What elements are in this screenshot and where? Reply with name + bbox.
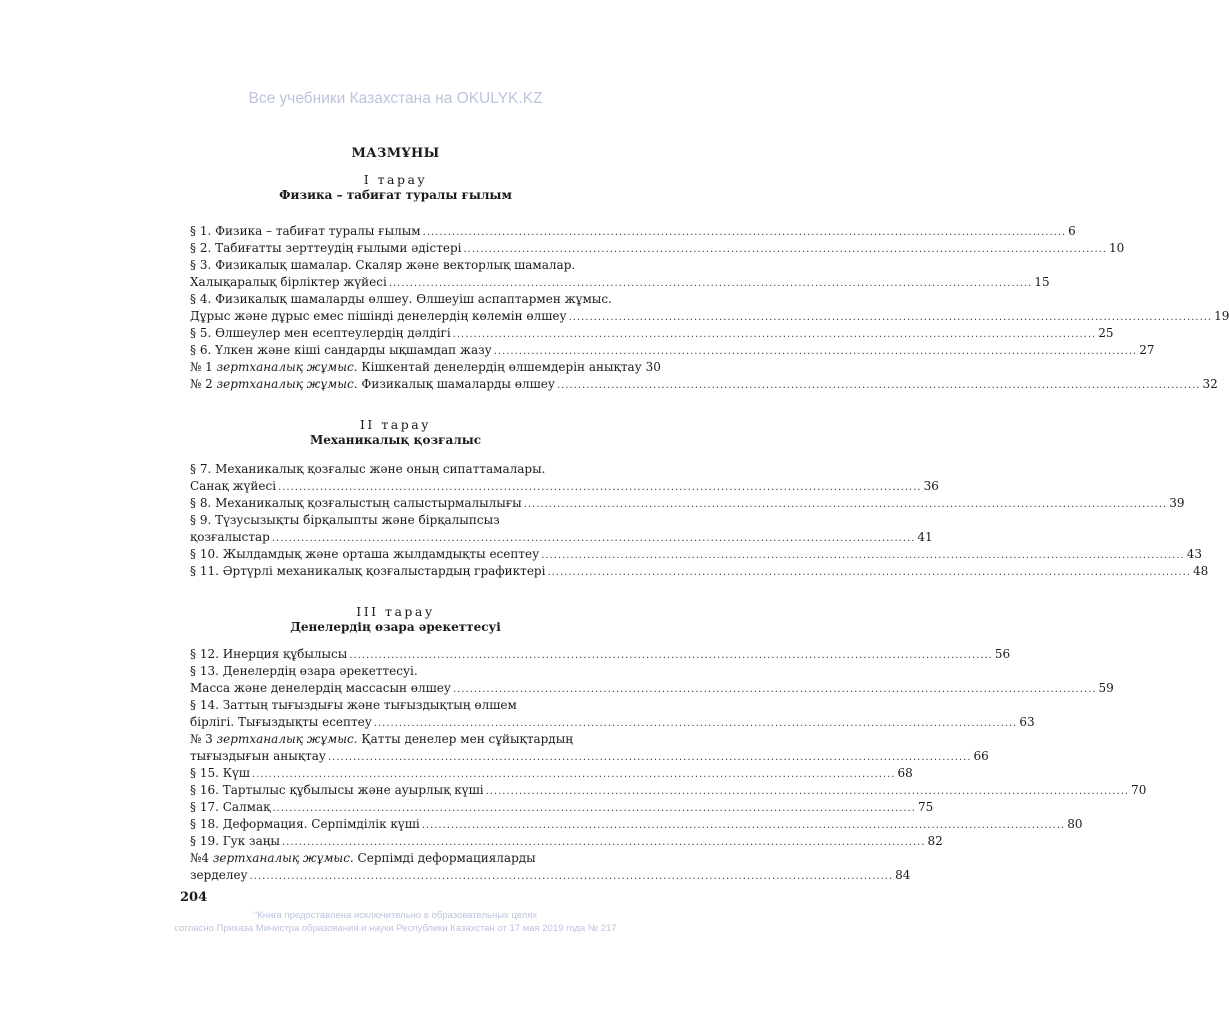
dot-leader: .......................................................................................................................................................... [373, 718, 1018, 729]
dot-leader: .......................................................................................................................................................... [281, 837, 926, 848]
toc-entry: § 2. Табиғатты зерттеудің ғылыми әдістері .......................................................................................................................................................... 10 [190, 240, 653, 257]
page-title: МАЗМҰНЫ [351, 146, 440, 161]
dot-leader: .......................................................................................................................................................... [278, 482, 922, 493]
toc-entry: § 14. Заттың тығыздығы және тығыздықтың өлшем [190, 698, 517, 712]
dot-leader: .......................................................................................................................................................... [568, 312, 1213, 323]
toc-page-number: 41 [917, 530, 933, 544]
dot-leader: .......................................................................................................................................................... [388, 278, 1033, 289]
toc-entry: § 4. Физикалық шамаларды өлшеу. Өлшеуіш аспаптармен жұмыс. [190, 292, 612, 306]
toc-page-number: 84 [895, 868, 911, 882]
dot-leader: .......................................................................................................................................................... [541, 550, 1185, 561]
toc-entry: § 10. Жылдамдық және орташа жылдамдықты есептеу .......................................................................................................................................................... 43 [190, 546, 653, 563]
toc-entry: зерделеу .......................................................................................................................................................... 84 [190, 867, 653, 884]
toc-entry: § 6. Үлкен және кіші сандарды ықшамдап жазу .......................................................................................................................................................... 27 [190, 342, 653, 359]
footer-note-line-2: согласно Приказа Министра образования и науки Республики Казахстан от 17 мая 2019 года № 217 [174, 923, 617, 934]
section-2-label: ІІ тарау [359, 417, 432, 432]
toc-entry: § 15. Күш .......................................................................................................................................................... 68 [190, 765, 653, 782]
dot-leader: .......................................................................................................................................................... [349, 650, 993, 661]
dot-leader: .......................................................................................................................................................... [452, 329, 1097, 340]
toc-entry: бірлігі. Тығыздықты есептеу .......................................................................................................................................................... 63 [190, 714, 653, 731]
toc-page-number: 25 [1098, 326, 1114, 340]
section-1-title: Физика – табиғат туралы ғылым [279, 188, 512, 202]
dot-leader: .......................................................................................................................................................... [523, 499, 1168, 510]
dot-leader: .......................................................................................................................................................... [463, 244, 1108, 255]
toc-entry: § 5. Өлшеулер мен есептеулердің дәлдігі .......................................................................................................................................................... 25 [190, 325, 653, 342]
toc-page-number: 6 [1068, 224, 1076, 238]
section-1-label: І тарау [363, 172, 428, 187]
page-number: 204 [180, 890, 208, 905]
dot-leader: .......................................................................................................................................................... [251, 769, 896, 780]
toc-entry: № 3 зертханалық жұмыс. Қатты денелер мен сұйықтардың [190, 732, 573, 746]
toc-entry: №4 зертханалық жұмыс. Серпімді деформацияларды [190, 851, 536, 865]
toc-entry: § 8. Механикалық қозғалыстың салыстырмалылығы .......................................................................................................................................................... 39 [190, 495, 653, 512]
dot-leader: .......................................................................................................................................................... [327, 752, 972, 763]
toc-entry: § 12. Инерция құбылысы .......................................................................................................................................................... 56 [190, 646, 653, 663]
toc-page-number: 66 [973, 749, 989, 763]
toc-page-number: 32 [1202, 377, 1218, 391]
watermark-banner[interactable]: Все учебники Казахстана на OKULYK.KZ [248, 90, 543, 107]
toc-entry: Санақ жүйесі .......................................................................................................................................................... 36 [190, 478, 653, 495]
dot-leader: .......................................................................................................................................................... [271, 533, 916, 544]
toc-entry: § 1. Физика – табиғат туралы ғылым .......................................................................................................................................................... 6 [190, 223, 653, 240]
toc-page-number: 56 [994, 647, 1011, 661]
toc-entry: § 16. Тартылыс құбылысы және ауырлық күші .......................................................................................................................................................... 70 [190, 782, 653, 799]
toc-page-number: 59 [1098, 681, 1114, 695]
dot-leader: .......................................................................................................................................................... [249, 871, 894, 882]
toc-page-number: 30 [645, 360, 661, 374]
dot-leader: .......................................................................................................................................................... [452, 684, 1097, 695]
toc-page-number: 80 [1067, 817, 1083, 831]
toc-entry: тығыздығын анықтау .......................................................................................................................................................... 66 [190, 748, 653, 765]
dot-leader: .......................................................................................................................................................... [547, 567, 1191, 578]
toc-page-number: 70 [1131, 783, 1147, 797]
toc-page-number: 68 [897, 766, 913, 780]
toc-page-number: 39 [1169, 496, 1185, 510]
toc-entry: Масса және денелердің массасын өлшеу .......................................................................................................................................................... 59 [190, 680, 653, 697]
toc-entry: № 1 зертханалық жұмыс. Кішкентай денелердің өлшемдерін анықтау 30 [190, 360, 661, 374]
toc-entry: § 11. Әртүрлі механикалық қозғалыстардың графиктері .......................................................................................................................................................... 48 [190, 563, 653, 580]
toc-page-number: 75 [917, 800, 934, 814]
footer-note-line-1: "Книга предоставлена исключительно в образовательных целях [253, 910, 538, 921]
toc-entry: § 17. Салмақ .......................................................................................................................................................... 75 [190, 799, 653, 816]
toc-entry: § 9. Түзусызықты бірқалыпты және бірқалыпсыз [190, 513, 500, 527]
dot-leader: .......................................................................................................................................................... [485, 786, 1130, 797]
toc-page-number: 82 [927, 834, 943, 848]
toc-page-number: 48 [1192, 564, 1209, 578]
toc-page-number: 15 [1034, 275, 1050, 289]
toc-entry: § 13. Денелердің өзара әрекеттесуі. [190, 664, 418, 678]
section-2-title: Механикалық қозғалыс [309, 433, 482, 447]
toc-page-number: 63 [1019, 715, 1035, 729]
toc-entry: § 3. Физикалық шамалар. Скаляр және векторлық шамалар. [190, 258, 576, 272]
toc-entry: § 7. Механикалық қозғалыс және оның сипаттамалары. [190, 462, 546, 476]
toc-entry: Дұрыс және дұрыс емес пішінді денелердің көлемін өлшеу .......................................................................................................................................................... 19 [190, 308, 653, 325]
toc-entry: Халықаралық бірліктер жүйесі .......................................................................................................................................................... 15 [190, 274, 653, 291]
dot-leader: .......................................................................................................................................................... [493, 346, 1138, 357]
dot-leader: .......................................................................................................................................................... [556, 380, 1201, 391]
toc-entry: қозғалыстар .......................................................................................................................................................... 41 [190, 529, 653, 546]
dot-leader: .......................................................................................................................................................... [422, 227, 1067, 238]
section-3-label: ІІІ тарау [356, 604, 435, 619]
toc-page-number: 36 [923, 479, 939, 493]
toc-entry: № 2 зертханалық жұмыс. Физикалық шамаларды өлшеу .......................................................................................................................................................... 32 [190, 376, 653, 393]
toc-page-number: 10 [1109, 241, 1125, 255]
toc-entry: § 19. Гук заңы .......................................................................................................................................................... 82 [190, 833, 653, 850]
toc-entry: § 18. Деформация. Серпімділік күші .......................................................................................................................................................... 80 [190, 816, 653, 833]
dot-leader: .......................................................................................................................................................... [421, 820, 1066, 831]
dot-leader: .......................................................................................................................................................... [272, 803, 916, 814]
toc-page-number: 27 [1139, 343, 1155, 357]
section-3-title: Денелердің өзара әрекеттесуі [290, 620, 501, 634]
toc-page-number: 19 [1214, 309, 1229, 323]
toc-page-number: 43 [1186, 547, 1202, 561]
